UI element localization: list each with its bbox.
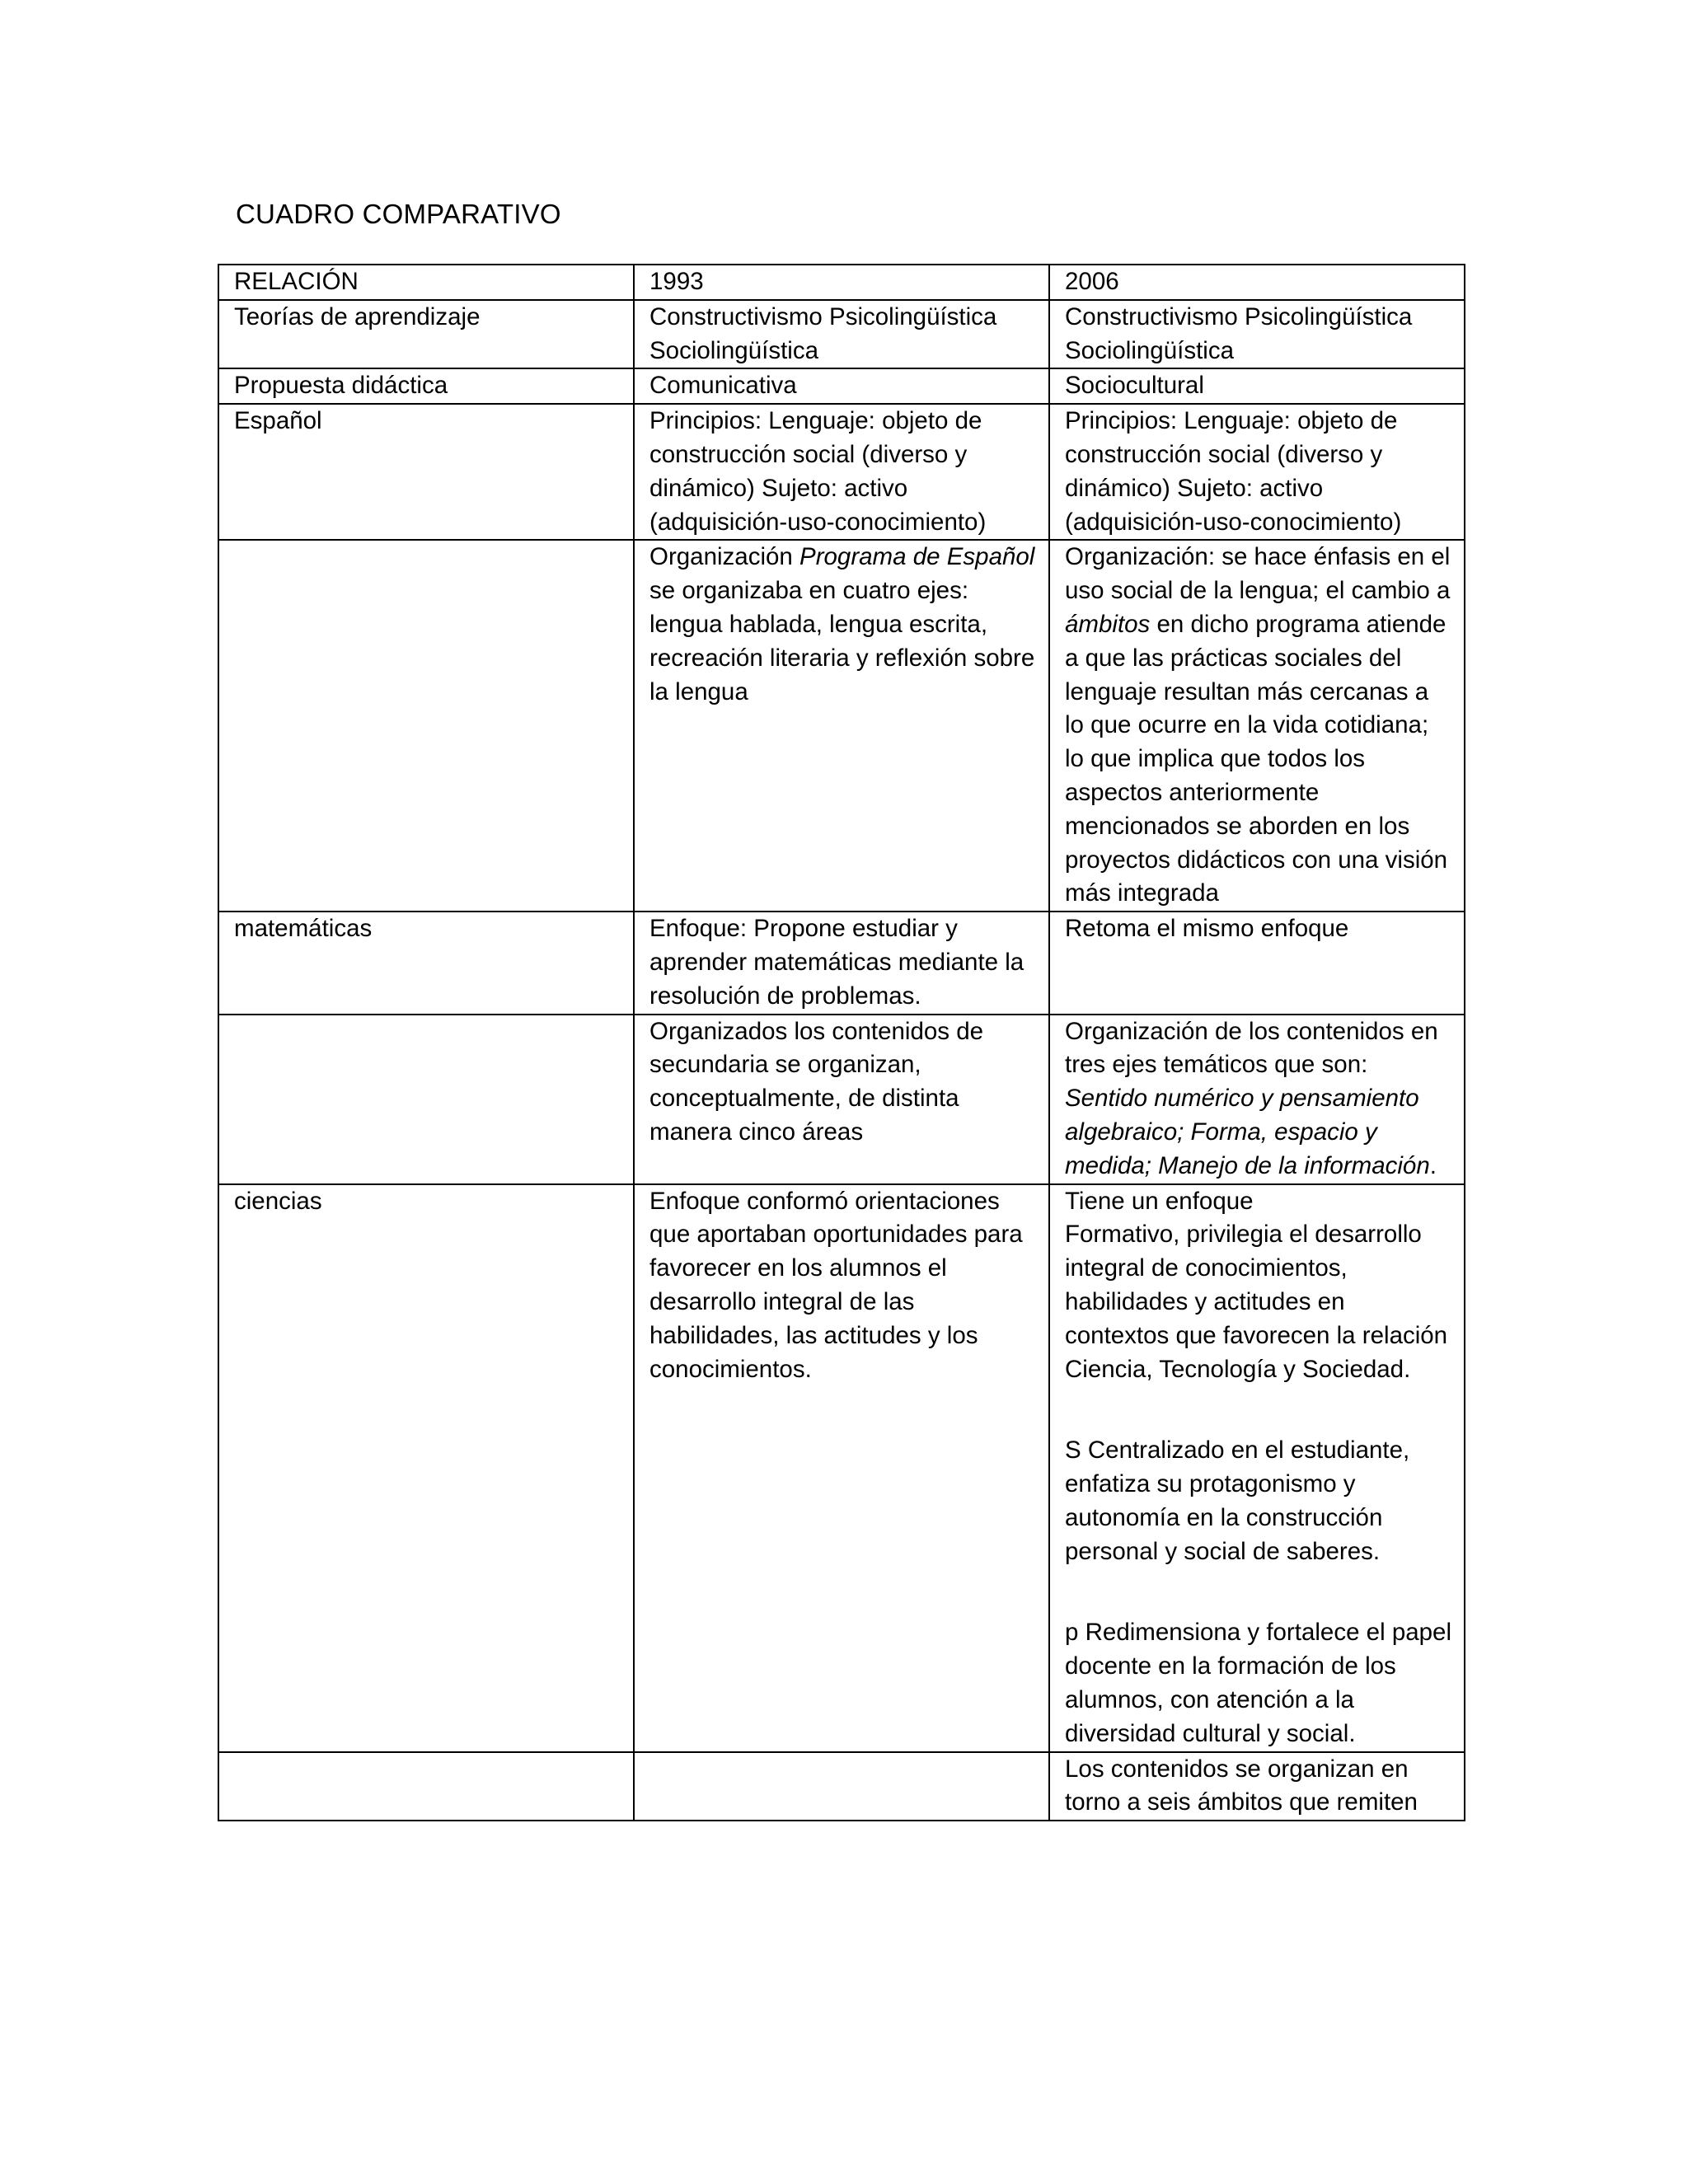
header-2006: 2006	[1049, 265, 1465, 300]
table-row-espanol	[218, 404, 1465, 540]
cell-empty	[218, 1015, 634, 1184]
cell-propuesta-2006: Sociocultural	[1049, 368, 1465, 404]
cell-espanol-org-1993	[634, 540, 1049, 912]
text-run: Organización: se hace énfasis en el uso social de la lengua; el cambio a	[1065, 543, 1451, 605]
cell-empty	[218, 540, 634, 912]
cell-teorias-1993	[634, 300, 1049, 369]
cell-espanol-2006: Principios: Lenguaje: objeto de construcción social (diverso y dinámico) Sujeto: activo (adquisición-uso-conocimiento)	[1049, 404, 1465, 540]
cell-teorias-relacion: Teorías de aprendizaje	[218, 300, 634, 369]
text-run: en dicho programa atiende a que las prácticas sociales del lenguaje resultan más cercanas a lo que ocurre en la vida cotidiana; lo que implica que todos los aspectos anteriormente mencionados se aborden en los proyectos didácticos con una visión más integrada	[1065, 610, 1448, 907]
cell-paragraph: S Centralizado en el estudiante, enfatiza su protagonismo y autonomía en la construcción personal y social de saberes.	[1065, 1436, 1410, 1565]
comparison-table	[218, 264, 1465, 1821]
page-title: CUADRO COMPARATIVO	[236, 199, 561, 229]
cell-line: Sociolingüística	[649, 336, 818, 364]
cell-espanol-1993: Principios: Lenguaje: objeto de construcción social (diverso y dinámico) Sujeto: activo (adquisición-uso-conocimiento)	[634, 404, 1049, 540]
cell-matematicas-1993: Enfoque: Propone estudiar y aprender matemáticas mediante la resolución de problemas.	[634, 912, 1049, 1014]
text-run: Organización de los contenidos en tres ejes temáticos que son:	[1065, 1017, 1438, 1079]
cell-ciencias-relacion: ciencias	[218, 1184, 634, 1752]
cell-ciencias-1993: Enfoque conformó orientaciones que aportaban oportunidades para favorecer en los alumnos el desarrollo integral de las habilidades, las actitudes y los conocimientos.	[634, 1184, 1049, 1752]
cell-line: Tiene un enfoque	[1065, 1187, 1254, 1215]
table-row-matematicas-organizacion	[218, 1015, 1465, 1184]
cell-empty	[634, 1752, 1049, 1821]
cell-ciencias-contenidos-2006: Los contenidos se organizan en torno a seis ámbitos que remiten	[1049, 1752, 1465, 1821]
cell-ciencias-2006	[1049, 1184, 1465, 1752]
cell-teorias-2006	[1049, 300, 1465, 369]
cell-empty	[218, 1752, 634, 1821]
table-row-ciencias-contenidos	[218, 1752, 1465, 1821]
cell-line: Sociolingüística	[1065, 336, 1234, 364]
header-relacion: RELACIÓN	[218, 265, 634, 300]
table-row-espanol-organizacion	[218, 540, 1465, 912]
cell-paragraph: p Redimensiona y fortalece el papel docente en la formación de los alumnos, con atención a la diversidad cultural y social.	[1065, 1619, 1452, 1747]
header-1993: 1993	[634, 265, 1049, 300]
text-run: se organizaba en cuatro ejes: lengua hablada, lengua escrita, recreación literaria y reflexión sobre la lengua	[649, 577, 1035, 705]
cell-matematicas-2006: Retoma el mismo enfoque	[1049, 912, 1465, 1014]
cell-propuesta-relacion: Propuesta didáctica	[218, 368, 634, 404]
cell-propuesta-1993: Comunicativa	[634, 368, 1049, 404]
table-row-propuesta	[218, 368, 1465, 404]
cell-espanol-relacion: Español	[218, 404, 634, 540]
table-row-ciencias	[218, 1184, 1465, 1752]
italic-text: Sentido numérico y pensamiento algebraico; Forma, espacio y medida; Manejo de la información	[1065, 1085, 1430, 1179]
table-header-row	[218, 265, 1465, 300]
cell-matematicas-relacion: matemáticas	[218, 912, 634, 1014]
cell-line: Constructivismo Psicolingüística	[1065, 302, 1413, 330]
italic-text: Programa de Español	[799, 543, 1035, 571]
text-run: .	[1429, 1151, 1437, 1179]
text-run: Organización	[649, 543, 800, 571]
table-row-matematicas	[218, 912, 1465, 1014]
cell-matematicas-org-2006	[1049, 1015, 1465, 1184]
cell-matematicas-org-1993: Organizados los contenidos de secundaria se organizan, conceptualmente, de distinta manera cinco áreas	[634, 1015, 1049, 1184]
cell-espanol-org-2006	[1049, 540, 1465, 912]
table-row-teorias	[218, 300, 1465, 369]
italic-text: ámbitos	[1065, 610, 1151, 638]
cell-line: Constructivismo Psicolingüística	[649, 302, 997, 330]
cell-paragraph: Formativo, privilegia el desarrollo integral de conocimientos, habilidades y actitudes en contextos que favorecen la relación Ciencia, Tecnología y Sociedad.	[1065, 1221, 1448, 1383]
